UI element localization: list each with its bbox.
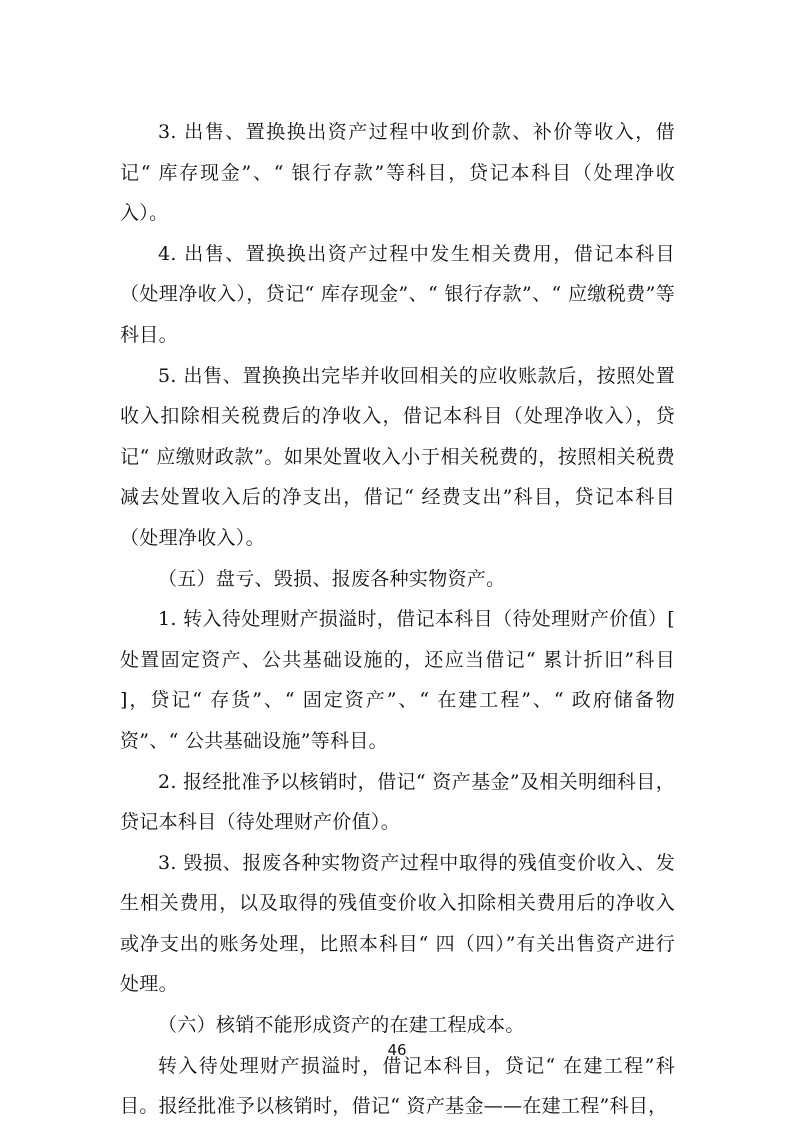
paragraph-item-1-transfer: 1. 转入待处理财产损溢时，借记本科目（待处理财产价值）[ 处置固定资产、公共基础设施的，还应当借记“ 累计折旧”科目 ]，贷记“ 存货”、“ 固定资产”、“ 在建工程”、“ 政府储备物资”、“ 公共基础设施”等科目。: [120, 608, 675, 752]
paragraph-item-5-net-income: 5. 出售、置换换出完毕并收回相关的应收账款后，按照处置收入扣除相关税费后的净收入，借记本科目（处理净收入），贷记“ 应缴财政款”。如果处置收入小于相关税费的，按照相关税费减去处置收入后的净支出，借记“ 经费支出”科目，贷记本科目（处理净收入）。: [120, 364, 675, 549]
paragraph-construction-writeoff: 转入待处理财产损溢时，借记本科目，贷记“ 在建工程”科目。报经批准予以核销时，借记“ 资产基金——在建工程”科目，: [120, 1054, 675, 1118]
document-body: [120, 112, 675, 1127]
paragraph-item-3-sale-income: 3. 出售、置换换出资产过程中收到价款、补价等收入，借记“ 库存现金”、“ 银行存款”等科目，贷记本科目（处理净收入）。: [120, 121, 675, 225]
paragraph-item-3-salvage: 3. 毁损、报废各种实物资产过程中取得的残值变价收入、发生相关费用，以及取得的残值变价收入扣除相关费用后的净收入或净支出的账务处理，比照本科目“ 四（四）”有关出售资产进行处理。: [120, 851, 675, 996]
section-heading-5: （五）盘亏、毁损、报废各种实物资产。: [158, 567, 506, 590]
paragraph-item-2-approval: 2. 报经批准予以核销时，借记“ 资产基金”及相关明细科目，贷记本科目（待处理财产价值）。: [120, 770, 675, 834]
paragraph-item-4-sale-expenses: 4. 出售、置换换出资产过程中发生相关费用，借记本科目（处理净收入），贷记“ 库存现金”、“ 银行存款”、“ 应缴税费”等科目。: [120, 242, 675, 346]
page-number: 46: [387, 1041, 407, 1059]
section-heading-6: （六）核销不能形成资产的在建工程成本。: [158, 1014, 525, 1037]
